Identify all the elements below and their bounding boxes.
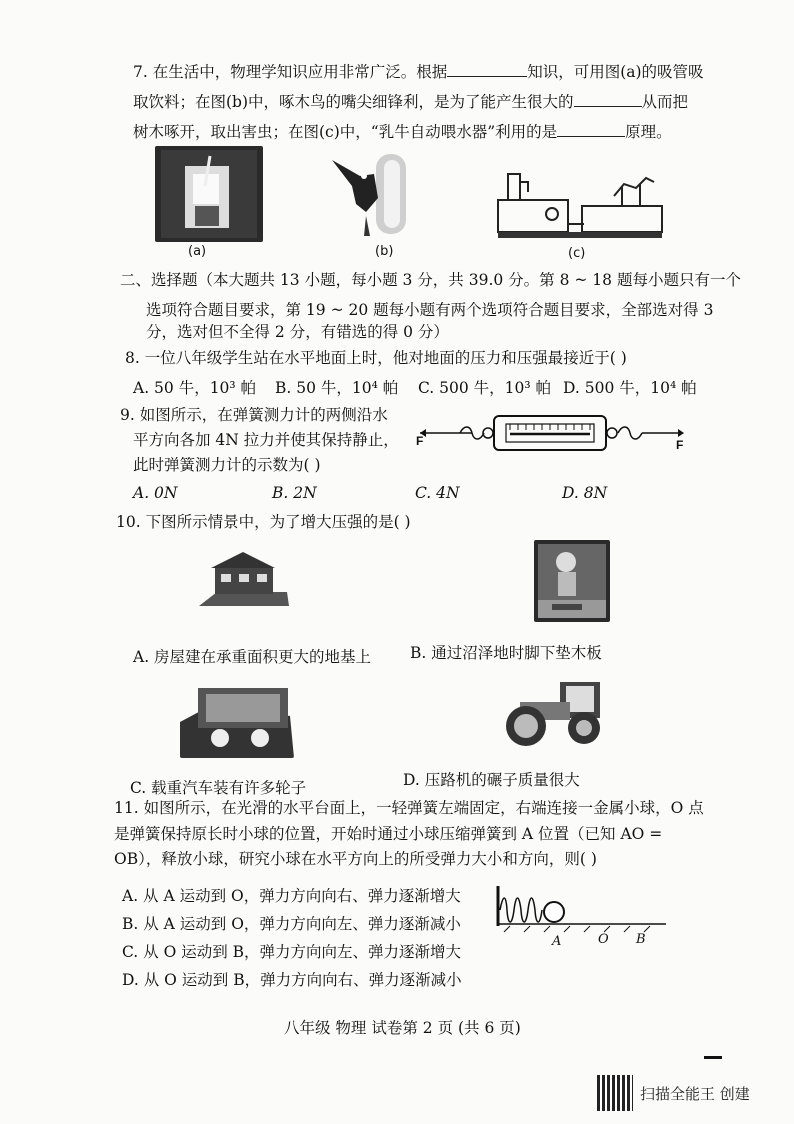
q9-line3: 此时弹簧测力计的示数为( ): [133, 456, 321, 474]
q7-line1: [133, 62, 704, 82]
q10-stem: 10. 下图所示情景中，为了增大压强的是( ): [116, 513, 411, 531]
watermark-text: 扫描全能王 创建: [640, 1085, 750, 1103]
q7-blank-1[interactable]: [447, 62, 527, 77]
q9-line1: 9. 如图所示，在弹簧测力计的两侧沿水: [120, 406, 388, 424]
q10-option-b[interactable]: B. 通过沼泽地时脚下垫木板: [410, 644, 602, 662]
q10-option-d[interactable]: D. 压路机的碾子质量很大: [403, 771, 580, 789]
truck-wheels-photo: [180, 682, 294, 758]
q10-option-c[interactable]: C. 载重汽车装有许多轮子: [130, 779, 307, 797]
page-corner-mark: [704, 1056, 722, 1059]
q11-line2: 是弹簧保持原长时小球的位置，开始时通过小球压缩弹簧到 A 位置（已知 AO =: [114, 825, 663, 843]
q9-line2: 平方向各加 4N 拉力并使其保持静止，: [133, 431, 399, 449]
q9-option-c[interactable]: C. 4N: [415, 484, 460, 502]
label-a: A: [552, 934, 562, 949]
q11-option-c[interactable]: C. 从 O 运动到 B，弹力方向向左、弹力逐渐增大: [122, 943, 462, 961]
section2-line3: 分，选对但不全得 2 分，有错选的得 0 分）: [146, 323, 449, 341]
q11-option-d[interactable]: D. 从 O 运动到 B，弹力方向向右、弹力逐渐减小: [122, 971, 462, 989]
q11-line1: 11. 如图所示，在光滑的水平台面上，一轻弹簧左端固定，右端连接一金属小球，O 点: [114, 799, 704, 817]
q9-option-b[interactable]: B. 2N: [272, 484, 317, 502]
q11-option-a[interactable]: A. 从 A 运动到 O，弹力方向向右、弹力逐渐增大: [122, 887, 461, 905]
section2-line1: 二、选择题（本大题共 13 小题，每小题 3 分，共 39.0 分。第 8 ~ 18 题每小题只有一个: [120, 271, 741, 289]
qr-code-icon: [597, 1075, 633, 1111]
q7-line3-a: 树木啄开，取出害虫；在图(c)中，“乳牛自动喂水器”利用的是: [133, 123, 558, 141]
q8-stem: 8. 一位八年级学生站在水平地面上时，他对地面的压力和压强最接近于( ): [125, 349, 627, 367]
page-footer: 八年级 物理 试卷第 2 页 (共 6 页): [284, 1019, 521, 1037]
q7-blank-2[interactable]: [574, 92, 642, 107]
q7-line2: [133, 92, 688, 112]
force-label-left: F: [416, 434, 424, 448]
q11-option-b[interactable]: B. 从 A 运动到 O，弹力方向向左、弹力逐渐减小: [122, 915, 461, 933]
q7-line3-b: 原理。: [625, 123, 672, 141]
q7-blank-3[interactable]: [557, 122, 625, 137]
force-label-right: F: [676, 438, 684, 452]
figure-b-woodpecker-photo: [326, 146, 426, 242]
q8-option-c[interactable]: C. 500 牛，10³ 帕: [418, 379, 552, 397]
caption-a: (a): [188, 244, 207, 259]
spring-scale-diagram: [414, 406, 686, 456]
swamp-wooden-board-photo: [534, 540, 610, 622]
house-foundation-photo: [193, 546, 293, 614]
q7-line1-b: 知识，可用图(a)的吸管吸: [527, 63, 704, 81]
q7-line1-a: 7. 在生活中，物理学知识应用非常广泛。根据: [133, 63, 448, 81]
road-roller-photo: [496, 678, 608, 750]
q7-line2-b: 从而把: [641, 93, 689, 111]
q7-line3: [133, 122, 672, 142]
q8-option-d[interactable]: D. 500 牛，10⁴ 帕: [563, 379, 697, 397]
spring-ball-diagram: [490, 880, 670, 956]
figure-c-cow-feeder-drawing: [494, 166, 666, 252]
q11-line3: OB），释放小球，研究小球在水平方向上的所受弹力大小和方向，则( ): [114, 850, 597, 868]
figure-a-straw-photo: [155, 146, 263, 242]
q9-option-d[interactable]: D. 8N: [562, 484, 608, 502]
caption-b: (b): [375, 244, 394, 259]
q10-option-a[interactable]: A. 房屋建在承重面积更大的地基上: [133, 648, 372, 666]
label-b: B: [636, 932, 646, 947]
q8-option-a[interactable]: A. 50 牛，10³ 帕: [133, 379, 257, 397]
q8-option-b[interactable]: B. 50 牛，10⁴ 帕: [275, 379, 399, 397]
q7-line2-a: 取饮料；在图(b)中，啄木鸟的嘴尖细锋利，是为了能产生很大的: [133, 93, 574, 111]
label-o: O: [598, 932, 609, 947]
caption-c: (c): [568, 246, 586, 261]
section2-line2: 选项符合题目要求，第 19 ~ 20 题每小题有两个选项符合题目要求，全部选对得 3: [146, 301, 714, 319]
q9-option-a[interactable]: A. 0N: [133, 484, 178, 502]
